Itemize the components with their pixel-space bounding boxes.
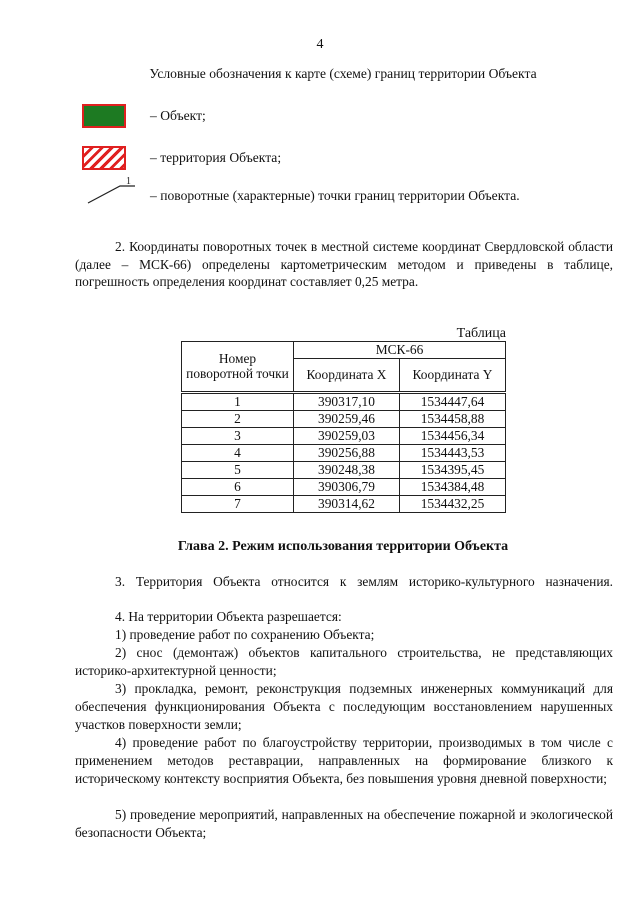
header-y: Координата Y xyxy=(400,358,506,392)
cell-y: 1534447,64 xyxy=(400,392,506,410)
territory-hatch-icon xyxy=(82,146,126,170)
cell-x: 390317,10 xyxy=(294,392,400,410)
header-coordinate-system: МСК-66 xyxy=(294,342,506,359)
legend-item-territory xyxy=(60,146,626,176)
header-x: Координата X xyxy=(294,358,400,392)
cell-x: 390248,38 xyxy=(294,461,400,478)
cell-y: 1534384,48 xyxy=(400,478,506,495)
cell-x: 390256,88 xyxy=(294,444,400,461)
table-row xyxy=(182,461,506,478)
object-swatch-icon xyxy=(82,104,126,128)
table-header-row xyxy=(182,342,506,359)
table-row xyxy=(182,410,506,427)
cell-x: 390314,62 xyxy=(294,495,400,512)
turning-point-icon xyxy=(86,176,138,206)
cell-point-number: 3 xyxy=(182,427,294,444)
header-point-number: Номер поворотной точки xyxy=(182,342,294,393)
table-row xyxy=(182,495,506,512)
chapter-title: Глава 2. Режим использования территории Объекта xyxy=(177,539,509,554)
cell-point-number: 5 xyxy=(182,461,294,478)
clause-3: 3. Территория Объекта относится к землям историко-культурного назначения. xyxy=(115,574,613,589)
table-row xyxy=(182,444,506,461)
coordinates-table xyxy=(181,341,506,513)
legend-item-object xyxy=(60,104,626,134)
cell-x: 390259,46 xyxy=(294,410,400,427)
cell-y: 1534458,88 xyxy=(400,410,506,427)
clause-4-item-2: 2) снос (демонтаж) объектов капитального строительства, не представляющих историко-архитектурной ценности; xyxy=(75,645,613,678)
legend-item-label: – Объект; xyxy=(150,108,206,123)
cell-x: 390306,79 xyxy=(294,478,400,495)
turning-point-number: 1 xyxy=(126,176,131,187)
table-caption: Таблица xyxy=(456,326,506,341)
cell-point-number: 6 xyxy=(182,478,294,495)
cell-point-number: 2 xyxy=(182,410,294,427)
page-number: 4 xyxy=(316,37,324,52)
cell-point-number: 4 xyxy=(182,444,294,461)
cell-y: 1534395,45 xyxy=(400,461,506,478)
clause-4-item-5: 5) проведение мероприятий, направленных на обеспечение пожарной и экологической безопасности Объекта; xyxy=(75,807,613,840)
table-row xyxy=(182,392,506,410)
legend-item-label: – территория Объекта; xyxy=(150,150,282,165)
table-row xyxy=(182,478,506,495)
legend-item-turning-point xyxy=(60,176,626,214)
legend-item-label: – поворотные (характерные) точки границ территории Объекта. xyxy=(150,188,520,203)
cell-point-number: 1 xyxy=(182,392,294,410)
cell-x: 390259,03 xyxy=(294,427,400,444)
clause-4: 4. На территории Объекта разрешается: xyxy=(115,609,342,624)
cell-y: 1534456,34 xyxy=(400,427,506,444)
clause-4-item-4: 4) проведение работ по благоустройству территории, производимых в том числе с применением методов реставрации, направленных на формирование близкого к историческому контексту восприятия Объекта, без повышения уровня дневной поверхности; xyxy=(75,735,613,786)
cell-point-number: 7 xyxy=(182,495,294,512)
clause-4-item-3: 3) прокладка, ремонт, реконструкция подземных инженерных коммуникаций для обеспечения функционирования Объекта с последующим восстановлением нарушенных участков поверхности земли; xyxy=(75,681,613,732)
cell-y: 1534432,25 xyxy=(400,495,506,512)
legend-heading: Условные обозначения к карте (схеме) границ территории Объекта xyxy=(149,66,537,81)
table-row xyxy=(182,427,506,444)
paragraph-coordinates: 2. Координаты поворотных точек в местной системе координат Свердловской области (далее – МСК-66) определены картометрическим методом и приведены в таблице, погрешность определения координат составляет 0,25 метра. xyxy=(75,239,613,290)
clause-4-item-1: 1) проведение работ по сохранению Объекта; xyxy=(115,627,375,642)
cell-y: 1534443,53 xyxy=(400,444,506,461)
